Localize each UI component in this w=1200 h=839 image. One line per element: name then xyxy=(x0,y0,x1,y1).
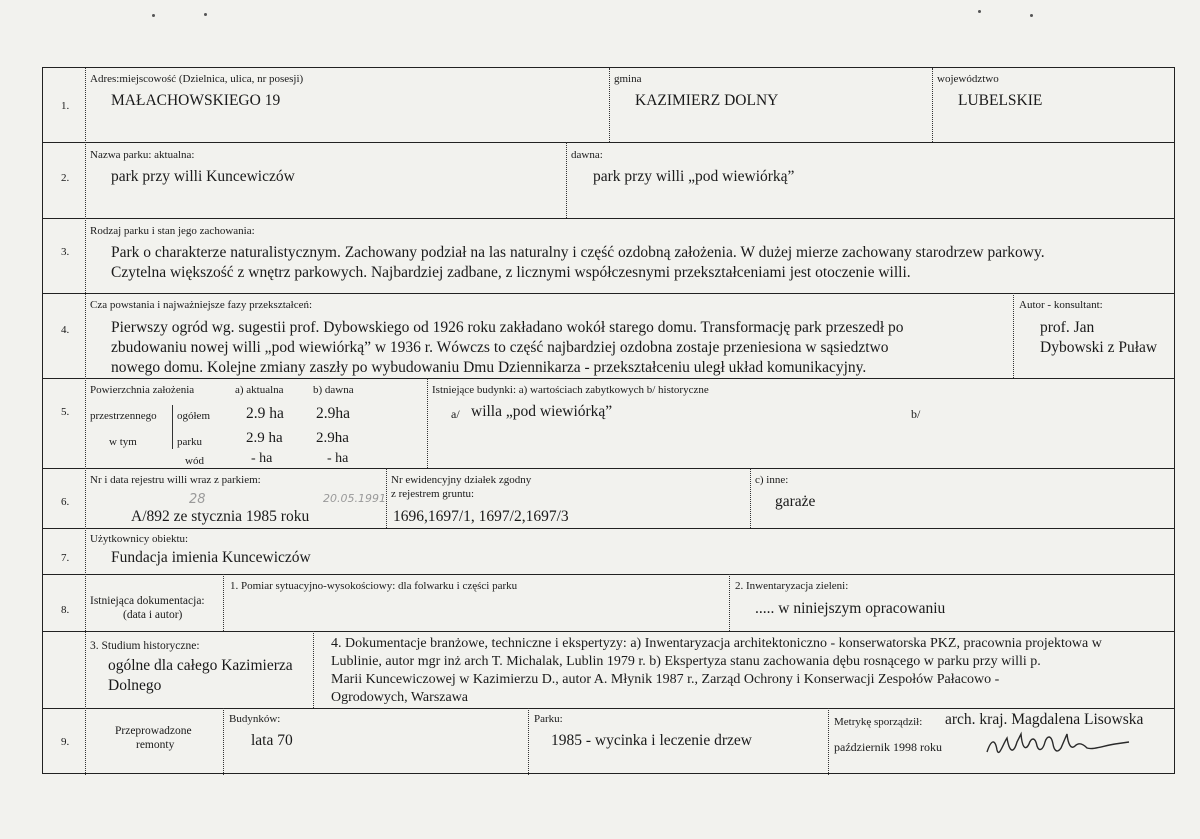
row-number: 4. xyxy=(61,324,70,336)
column-divider xyxy=(528,708,529,775)
row-divider xyxy=(43,218,1174,219)
historical-study-value: Dolnego xyxy=(108,677,162,694)
row-number: 3. xyxy=(61,246,70,258)
buildings-label: Istniejące budynki: a) wartościach zabytkowych b/ historyczne xyxy=(432,384,709,396)
water-current: - ha xyxy=(251,451,273,466)
row-divider xyxy=(43,708,1174,709)
row-number: 2. xyxy=(61,172,70,184)
renovations-label: Przeprowadzone xyxy=(115,725,192,737)
column-divider xyxy=(313,631,314,708)
other-label: c) inne: xyxy=(755,474,789,486)
row-divider xyxy=(43,378,1174,379)
author-label: Autor - konsultant: xyxy=(1019,299,1103,311)
gmina-label: gmina xyxy=(614,73,642,85)
column-divider xyxy=(427,378,428,468)
column-divider xyxy=(932,68,933,142)
area-current-header: a) aktualna xyxy=(235,384,284,396)
users-label: Użytkownicy obiektu: xyxy=(90,533,189,545)
column-divider xyxy=(223,574,224,631)
area-label: Powierzchnia założenia xyxy=(90,384,195,396)
existing-docs-label: Istniejąca dokumentacja: xyxy=(90,595,205,607)
scan-dot xyxy=(1030,14,1033,17)
park-current: 2.9 ha xyxy=(246,430,283,446)
docs4-line: Lublinie, autor mgr inż arch T. Michalak, Lublin 1979 r. b) Ekspertyza stanu zachowania dębu rosnącego w parku przy willi p. xyxy=(331,654,1041,669)
former-name-label: dawna: xyxy=(571,149,603,161)
handwritten-register-date: 20.05.1991 xyxy=(323,492,386,505)
metric-date: październik 1998 roku xyxy=(834,740,942,754)
water-former: - ha xyxy=(327,451,349,466)
inventory-label: 2. Inwentaryzacja zieleni: xyxy=(735,580,849,592)
voivodeship-value: LUBELSKIE xyxy=(958,92,1043,109)
handwritten-register-number: 28 xyxy=(189,492,206,507)
row-number: 5. xyxy=(61,406,70,418)
row-divider xyxy=(43,468,1174,469)
including-label: w tym xyxy=(109,436,137,448)
other-value: garaże xyxy=(775,493,816,510)
scan-dot xyxy=(204,13,207,16)
park-type-line: Czytelna większość z wnętrz parkowych. Najbardziej zadbane, z licznymi współczesnymi przekształceniami jest otoczenie willi. xyxy=(111,264,911,281)
park-area-label: parku xyxy=(177,436,203,448)
inventory-value: ..... w niniejszym opracowaniu xyxy=(755,600,946,617)
register-value: A/892 ze stycznia 1985 roku xyxy=(131,508,310,525)
column-divider xyxy=(828,708,829,775)
plots-value: 1696,1697/1, 1697/2,1697/3 xyxy=(393,508,569,525)
history-label: Cza powstania i najważniejsze fazy przekształceń: xyxy=(90,299,313,311)
scan-dot xyxy=(978,10,981,13)
spatial-label: przestrzennego xyxy=(90,410,157,422)
docs4-line: Ogrodowych, Warszawa xyxy=(331,690,469,705)
metric-label: Metrykę sporządził: xyxy=(834,716,923,728)
historical-study-label: 3. Studium historyczne: xyxy=(90,640,200,652)
total-former: 2.9ha xyxy=(316,405,351,422)
docs4-line: Marii Kuncewiczowej w Kazimierzu D., autor A. Młynik 1987 r., Zarząd Ochrony i Konserwacji Zespołów Pałacowo - xyxy=(331,672,1000,687)
address-value: MAŁACHOWSKIEGO 19 xyxy=(111,92,281,109)
total-label: ogółem xyxy=(177,410,210,422)
docs4-line: 4. Dokumentacje branżowe, techniczne i ekspertyzy: a) Inwentaryzacja architektoniczno - konserwatorska PKZ, pracownia projektowa w xyxy=(331,636,1102,651)
renovations-label: remonty xyxy=(136,739,175,751)
column-divider xyxy=(1013,293,1014,378)
buildings-a-marker: a/ xyxy=(451,407,460,421)
row-number: 7. xyxy=(61,552,70,564)
area-former-header: b) dawna xyxy=(313,384,354,396)
water-label: wód xyxy=(185,455,204,467)
existing-docs-sublabel: (data i autor) xyxy=(123,609,183,621)
row-divider xyxy=(43,631,1174,632)
voivodeship-label: województwo xyxy=(937,73,999,85)
row-number: 8. xyxy=(61,604,70,616)
buildings-a-value: willa „pod wiewiórką” xyxy=(471,403,613,420)
column-divider xyxy=(566,142,567,218)
row-divider xyxy=(43,142,1174,143)
scan-dot xyxy=(152,14,155,17)
row-divider xyxy=(43,293,1174,294)
author-value: prof. Jan xyxy=(1040,319,1095,336)
survey-label: 1. Pomiar sytuacyjno-wysokościowy: dla folwarku i części parku xyxy=(230,580,518,592)
column-divider xyxy=(729,574,730,631)
column-divider xyxy=(386,468,387,528)
historical-study-value: ogólne dla całego Kazimierza xyxy=(108,657,293,674)
history-line: nowego domu. Kolejne zmiany zaszły po wybudowaniu Dmu Dziennikarza - przekształceniu uległ układ komunikacyjny. xyxy=(111,359,867,376)
author-value: Dybowski z Puław xyxy=(1040,339,1158,356)
park-name-value: park przy willi Kuncewiczów xyxy=(111,168,295,185)
park-type-label: Rodzaj parku i stan jego zachowania: xyxy=(90,225,255,237)
row-divider xyxy=(43,528,1174,529)
plots-label: z rejestrem gruntu: xyxy=(391,488,475,500)
column-divider xyxy=(223,708,224,775)
history-line: Pierwszy ogród wg. sugestii prof. Dybowskiego od 1926 roku zakładano wokół starego domu. Transformację park przeszedł po xyxy=(111,319,904,336)
park-renov-label: Parku: xyxy=(534,713,563,725)
row-number: 1. xyxy=(61,100,70,112)
park-type-line: Park o charakterze naturalistycznym. Zachowany podział na las naturalny i część ozdobną założenia. W dużej mierze zachowany starodrzew parkowy. xyxy=(111,244,1045,261)
history-line: zbudowaniu nowej willi „pod wiewiórką” w 1936 r. Wówczs to część najbardziej ozdobna zostaje przeniesiona w sąsiedztwo xyxy=(111,339,889,356)
park-name-label: Nazwa parku: aktualna: xyxy=(90,149,195,161)
metric-author: arch. kraj. Magdalena Lisowska xyxy=(945,711,1144,728)
number-column-divider xyxy=(85,68,86,775)
total-current: 2.9 ha xyxy=(246,405,284,422)
column-divider xyxy=(609,68,610,142)
buildings-renov-label: Budynków: xyxy=(229,713,281,725)
column-divider xyxy=(750,468,751,528)
address-label: Adres:miejscowość (Dzielnica, ulica, nr posesji) xyxy=(90,73,304,85)
signature xyxy=(983,720,1133,764)
register-label: Nr i data rejestru willi wraz z parkiem: xyxy=(90,474,261,486)
buildings-renov-value: lata 70 xyxy=(251,732,293,749)
users-value: Fundacja imienia Kuncewiczów xyxy=(111,549,311,566)
area-bracket xyxy=(172,405,173,449)
row-divider xyxy=(43,574,1174,575)
park-record-form xyxy=(42,67,1175,774)
park-renov-value: 1985 - wycinka i leczenie drzew xyxy=(551,732,752,749)
buildings-b-marker: b/ xyxy=(911,407,921,421)
gmina-value: KAZIMIERZ DOLNY xyxy=(635,92,779,109)
row-number: 9. xyxy=(61,736,70,748)
row-number: 6. xyxy=(61,496,70,508)
plots-label: Nr ewidencyjny działek zgodny xyxy=(391,474,532,486)
former-name-value: park przy willi „pod wiewiórką” xyxy=(593,168,795,185)
park-former: 2.9ha xyxy=(316,430,349,446)
